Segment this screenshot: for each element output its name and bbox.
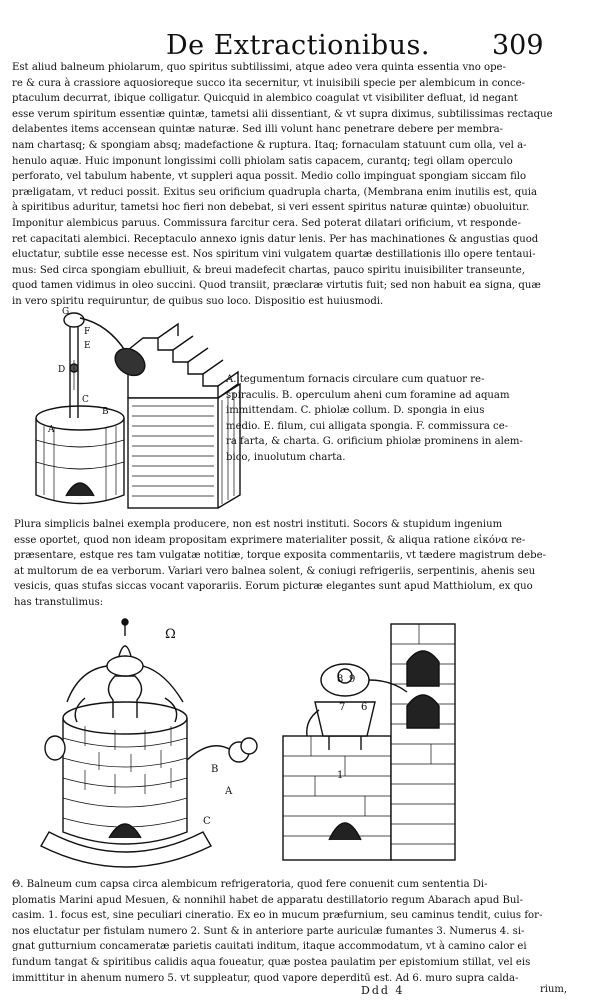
text-line: esse verum spiritum essentiæ quintæ, tametsi alii dissentiant, & vt supra diximus, subtilissimas rectaque xyxy=(12,108,553,120)
text-line: Est aliud balneum phiolarum, quo spiritus subtilissimi, atque adeo vera quinta essentia vno ope- xyxy=(12,62,506,73)
figure-label: E xyxy=(84,341,91,351)
caption-line: A. tegumentum fornacis circulare cum quatuor re- xyxy=(226,374,485,385)
text-line: esse oportet, quod non ideam propositam exprimere materialiter possit, & aliqua ratione εἰκόνα re- xyxy=(14,534,526,546)
text-line: nam chartasq; & spongiam absq; madefactione & ruptura. Itaq; fornaculam statuunt cum olla, vel a- xyxy=(12,139,527,151)
figure-caption xyxy=(226,372,526,466)
figure-matthiolus-furnaces xyxy=(15,610,485,868)
text-line: delabentes items accensean quintæ naturæ. Sed illi volunt hanc penetrare debere per membra- xyxy=(12,124,504,136)
text-line: præligatam, vt reduci possit. Exitus seu orificium quadrupla charta, (Membrana enim inutilis est, quia xyxy=(12,186,538,198)
caption-line: spiraculis. B. operculum aheni cum foramine ad aquam xyxy=(226,389,510,401)
text-line: mus: Sed circa spongiam ebulliuit, & breui madefecit chartas, pauco spiritu inuisibiliter transeunte, xyxy=(12,264,525,276)
text-line: re & cura à crassiore aquosioreque succo ita secernitur, vt inuisibili specie per alembicum in conce- xyxy=(12,77,526,89)
signature-mark: Ddd 4 xyxy=(361,984,405,997)
figure-label: C xyxy=(82,395,89,405)
text-line: à spiritibus aduritur, tametsi hoc fieri non debebat, si veri essent spiritus naturæ quintæ) obuoluitur. xyxy=(12,202,530,214)
figure-label: 8 xyxy=(337,674,344,685)
text-line: Imponitur alembicus paruus. Commissura farcitur cera. Sed poterat dilatari orificium, vt responde- xyxy=(12,217,521,229)
figure-label: B xyxy=(102,407,109,417)
figure-label: G xyxy=(62,307,70,317)
text-line: fundum tangat & spiritibus calidis aqua foueatur, quæ postea paulatim per epistomium stillat, vel eis xyxy=(12,956,531,968)
paragraph-simplicis-balnei xyxy=(14,517,604,611)
text-line: immittitur in ahenum numero 5. vt suppleatur, quod vapore deperditū est. Ad 6. muro supra calda- xyxy=(12,972,519,984)
text-line: Θ. Balneum cum capsa circa alembicum refrigeratoria, quod fere conuenit cum sententia Di- xyxy=(12,879,488,890)
figure-label: A xyxy=(225,786,233,797)
figure-label: 7 xyxy=(339,702,346,713)
caption-line: immittendam. C. phiolæ collum. D. spongia in eius xyxy=(226,405,485,417)
figure-label: 1 xyxy=(337,770,344,781)
text-line: gnat gutturnium concameratæ parietis cauitati inditum, itaque accommodatum, vt à camino calor ei xyxy=(12,941,527,953)
figure-label: Ω xyxy=(165,627,176,642)
text-line: henulo aquæ. Huic imponunt longissimi colli phiolam satis capacem, curantq; tegi ollam operculo xyxy=(12,155,513,167)
figure-label: C xyxy=(203,816,211,827)
figure-label: F xyxy=(84,327,91,337)
text-line: eluctatur, subtile esse necesse est. Nos spiritum vini vulgatem quartæ destillationis illo opere tentaui- xyxy=(12,249,536,261)
catchword: rium, xyxy=(540,984,568,995)
running-title: De Extractionibus. xyxy=(166,30,430,61)
figure-label: D xyxy=(58,365,66,375)
caption-line: ra farta, & charta. G. orificium phiolæ prominens in alem- xyxy=(226,436,523,448)
text-line: at multorum de ea verborum. Variari vero balnea solent, & coniugi refrigeriis, serpentinis, ahenis seu xyxy=(14,565,536,577)
caption-line: medio. E. filum, cui alligata spongia. F. commissura ce- xyxy=(226,420,509,432)
text-line: præsentare, estque res tam vulgatæ notitiæ, torque exposita commentariis, vt tædere magistrum debe- xyxy=(14,550,546,562)
text-line: vesicis, quas stufas siccas vocant vaporariis. Eorum picturæ elegantes sunt apud Matthiolum, ex quo xyxy=(14,581,533,593)
text-line: nos eluctatur per fistulam numero 2. Sunt & in anteriore parte auriculæ fumantes 3. Numerus 4. si- xyxy=(12,925,525,937)
text-line: in vero spiritu requiruntur, de quibus suo loco. Dispositio est huiusmodi. xyxy=(12,295,384,307)
figure-label: 9 xyxy=(349,674,356,685)
figure-label: 6 xyxy=(361,702,368,713)
text-line: ptaculum decurrat, ibique colligatur. Quicquid in alembico coagulat vt visibiliter defluat, id negant xyxy=(12,93,518,105)
caption-line: bico, inuolutum charta. xyxy=(226,451,346,463)
text-line: perforato, vel tabulum habente, vt suppleri aqua possit. Medio collo impinguat spongiam siccam filo xyxy=(12,171,527,183)
text-line: casim. 1. focus est, sine peculiari cineratio. Ex eo in mucum præfurnium, seu caminus tendit, cuius for- xyxy=(12,910,543,922)
text-line: plomatis Marini apud Mesuen, & nonnihil habet de apparatu destillatorio regum Abarach apud Bul- xyxy=(12,894,524,906)
text-line: ret capacitati alembici. Receptaculo annexo ignis datur lenis. Per has machinationes & angustias quod xyxy=(12,233,539,245)
figure-label: B xyxy=(211,764,219,775)
text-line: has transtulimus: xyxy=(14,596,104,608)
text-line: quod tamen vidimus in oleo succini. Quod transiit, præclaræ virtutis fuit; sed non habuit ea signa, quæ xyxy=(12,280,541,292)
paragraph-phiolarum xyxy=(12,60,602,310)
page-number: 309 xyxy=(492,30,544,61)
figure-label: A xyxy=(48,425,55,435)
paragraph-balneum-capsa xyxy=(12,877,602,986)
text-line: Plura simplicis balnei exempla producere, non est nostri instituti. Socors & stupidum ingenium xyxy=(14,519,503,530)
